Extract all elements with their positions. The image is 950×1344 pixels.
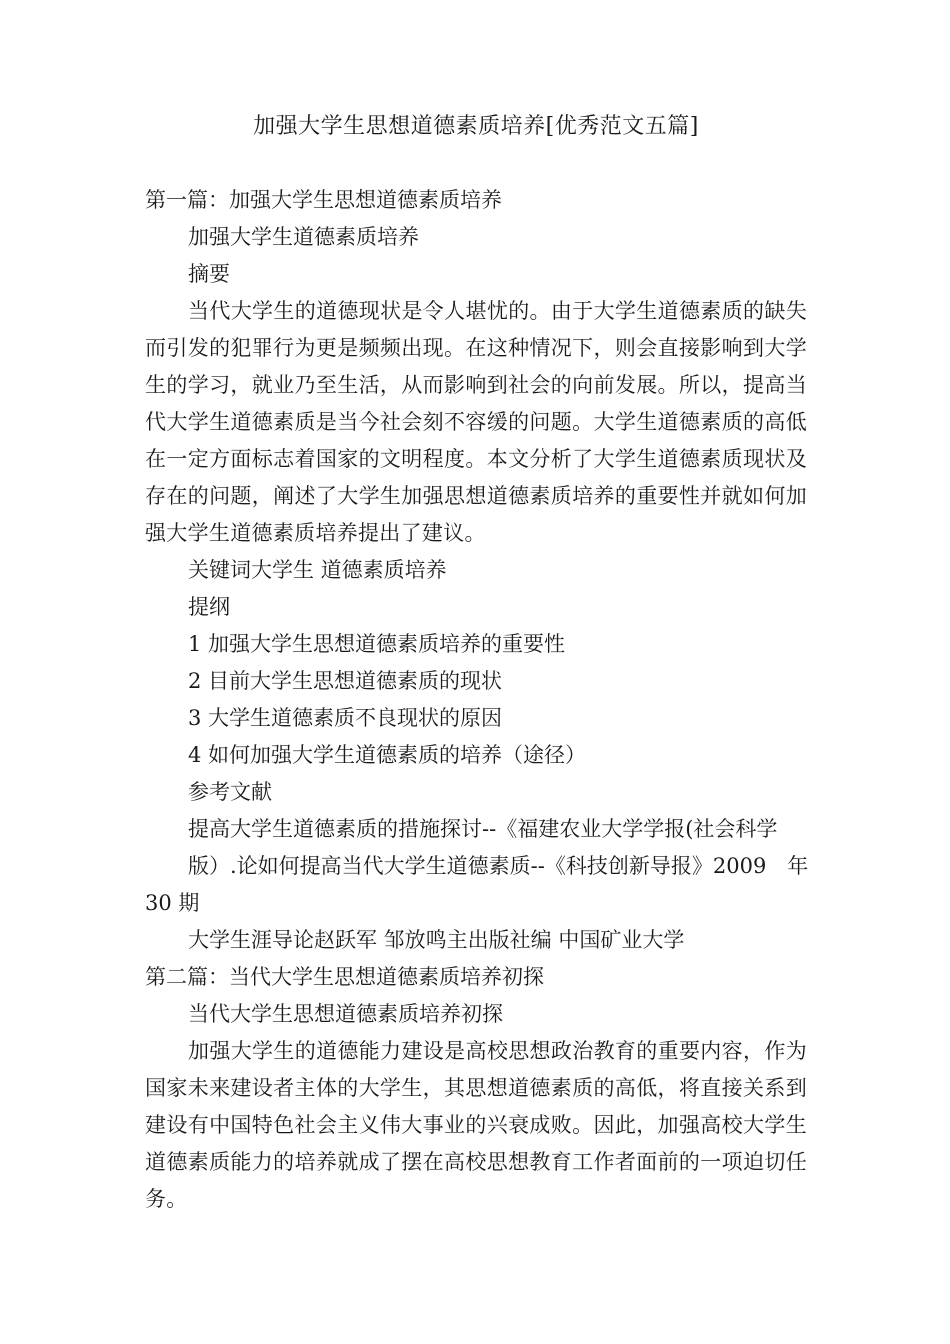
keywords: 关键词大学生 道德素质培养 <box>188 558 447 582</box>
part2-heading: 第二篇：当代大学生思想道德素质培养初探 <box>145 965 544 989</box>
reference-1-line1: 提高大学生道德素质的措施探讨--《福建农业大学学报(社会科学 <box>188 817 778 841</box>
part1-subtitle: 加强大学生道德素质培养 <box>188 225 419 249</box>
references-label: 参考文献 <box>188 780 272 804</box>
reference-1-line3: 30 期 <box>145 891 200 915</box>
outline-item: 1 加强大学生思想道德素质培养的重要性 <box>188 632 566 656</box>
reference-2: 大学生涯导论赵跃军 邹放鸣主出版社编 中国矿业大学 <box>188 928 685 952</box>
reference-1-line2: 版）.论如何提高当代大学生道德素质--《科技创新导报》2009 年 <box>188 854 809 878</box>
document-page <box>145 100 807 1218</box>
part2-body-text: 加强大学生的道德能力建设是高校思想政治教育的重要内容，作为国家未来建设者主体的大学生，其思想道德素质的高低，将直接关系到建设有中国特色社会主义伟大事业的兴衰成败。因此，加强高校大学生道德素质能力的培养就成了摆在高校思想教育工作者面前的一项迫切任务。 <box>145 1039 807 1211</box>
abstract-label: 摘要 <box>188 262 230 286</box>
part2-subtitle: 当代大学生思想道德素质培养初探 <box>188 1002 503 1026</box>
document-title: 加强大学生思想道德素质培养[优秀范文五篇] <box>253 114 699 139</box>
outline-item: 2 目前大学生思想道德素质的现状 <box>188 669 503 693</box>
outline-label: 提纲 <box>188 595 230 619</box>
outline-item: 4 如何加强大学生道德素质的培养（途径） <box>188 743 587 767</box>
abstract-text: 当代大学生的道德现状是令人堪忧的。由于大学生道德素质的缺失而引发的犯罪行为更是频频出现。在这种情况下，则会直接影响到大学生的学习，就业乃至生活，从而影响到社会的向前发展。所以，提高当代大学生道德素质是当今社会刻不容缓的问题。大学生道德素质的高低在一定方面标志着国家的文明程度。本文分析了大学生道德素质现状及存在的问题，阐述了大学生加强思想道德素质培养的重要性并就如何加强大学生道德素质培养提出了建议。 <box>145 299 807 545</box>
part1-heading: 第一篇：加强大学生思想道德素质培养 <box>145 188 502 212</box>
outline-item: 3 大学生道德素质不良现状的原因 <box>188 706 503 730</box>
